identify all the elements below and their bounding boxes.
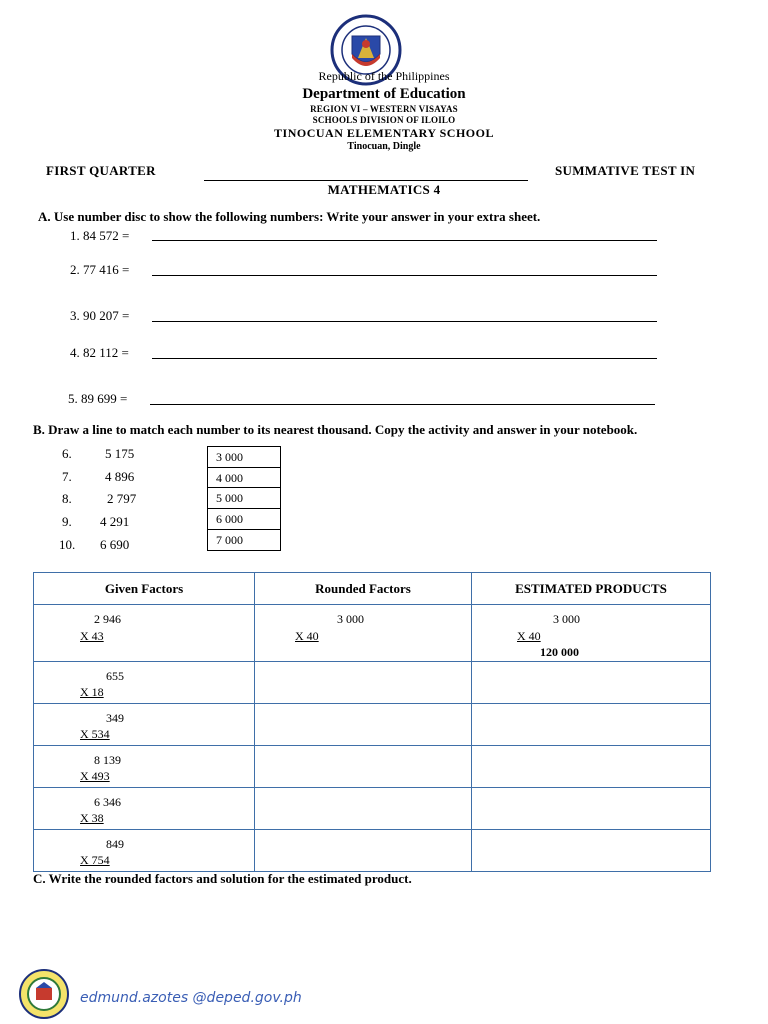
match-number-8: 8. [62, 491, 72, 506]
match-value-9: 4 291 [100, 514, 130, 529]
table-row [34, 830, 711, 872]
example-rounded-top: 3 000 [337, 612, 364, 626]
section-c-instruction: C. Write the rounded factors and solution for the estimated product. [33, 871, 412, 886]
table-row [34, 662, 711, 704]
match-number-6: 6. [62, 446, 72, 461]
row-2-top: 349 [106, 711, 124, 725]
choice-6000: 6 000 [208, 509, 280, 530]
row-5-top: 849 [106, 837, 124, 851]
match-number-9: 9. [62, 514, 72, 529]
republic-heading: Republic of the Philippines [318, 69, 450, 83]
table-row-example [34, 605, 711, 662]
choice-7000: 7 000 [216, 532, 243, 547]
choice-4000: 4 000 [208, 468, 280, 489]
row-3-bottom: X 493 [80, 769, 110, 783]
row-3-top: 8 139 [94, 753, 121, 767]
school-heading: TINOCUAN ELEMENTARY SCHOOL [274, 126, 494, 140]
row-2-bottom: X 534 [80, 727, 110, 741]
region-heading: REGION VI – WESTERN VISAYAS [310, 104, 458, 114]
factors-table [33, 572, 711, 872]
header-rounded-factors: Rounded Factors [255, 573, 472, 605]
example-given-bottom: X 43 [80, 629, 104, 643]
department-heading: Department of Education [302, 86, 466, 102]
item-4-answer-line [152, 358, 657, 359]
example-estimated-bottom: X 40 [517, 629, 541, 643]
table-row [34, 704, 711, 746]
item-3-answer-line [152, 321, 657, 322]
header-given-factors: Given Factors [34, 573, 255, 605]
example-estimated-top: 3 000 [553, 612, 580, 626]
row-4-bottom: X 38 [80, 811, 104, 825]
row-4-rounded-cell[interactable] [255, 788, 472, 830]
row-5-estimated-cell[interactable] [472, 830, 711, 872]
footer-email[interactable]: edmund.azotes @deped.gov.ph [80, 990, 302, 1006]
table-row [34, 788, 711, 830]
row-3-estimated-cell[interactable] [472, 746, 711, 788]
row-2-estimated-cell[interactable] [472, 704, 711, 746]
title-underline [204, 180, 528, 181]
match-value-10: 6 690 [100, 537, 130, 552]
choice-3000: 3 000 [208, 447, 280, 468]
row-2-rounded-cell[interactable] [255, 704, 472, 746]
item-2-label: 2. 77 416 = [70, 262, 130, 277]
item-3-label: 3. 90 207 = [70, 308, 130, 323]
row-5-bottom: X 754 [80, 853, 110, 867]
school-logo [12, 968, 76, 1020]
subject-title: MATHEMATICS 4 [327, 182, 441, 197]
section-a-instruction: A. Use number disc to show the following numbers: Write your answer in your extra sheet. [38, 209, 541, 224]
location-heading: Tinocuan, Dingle [347, 141, 421, 152]
quarter-label: FIRST QUARTER [46, 163, 156, 178]
match-value-7: 4 896 [105, 469, 135, 484]
example-rounded-bottom: X 40 [295, 629, 319, 643]
match-value-8: 2 797 [107, 491, 137, 506]
item-2-answer-line [152, 275, 657, 276]
row-5-rounded-cell[interactable] [255, 830, 472, 872]
section-b-instruction: B. Draw a line to match each number to its nearest thousand. Copy the activity and answer in your notebook. [33, 422, 638, 437]
header-estimated-products: ESTIMATED PRODUCTS [472, 573, 711, 605]
row-4-estimated-cell[interactable] [472, 788, 711, 830]
match-value-6: 5 175 [105, 446, 135, 461]
row-1-estimated-cell[interactable] [472, 662, 711, 704]
match-number-10: 10. [59, 537, 76, 552]
row-1-rounded-cell[interactable] [255, 662, 472, 704]
item-1-answer-line [152, 240, 657, 241]
row-4-top: 6 346 [94, 795, 121, 809]
row-1-bottom: X 18 [80, 685, 104, 699]
item-1-label: 1. 84 572 = [70, 228, 130, 243]
table-row [34, 746, 711, 788]
item-5-label: 5. 89 699 = [68, 391, 128, 406]
row-1-top: 655 [106, 669, 124, 683]
item-4-label: 4. 82 112 = [70, 345, 129, 360]
summative-label: SUMMATIVE TEST IN [555, 163, 696, 178]
choice-5000: 5 000 [208, 488, 280, 509]
division-heading: SCHOOLS DIVISION OF ILOILO [312, 115, 456, 125]
match-number-7: 7. [62, 469, 72, 484]
item-5-answer-line [150, 404, 655, 405]
thousands-choice-box [207, 446, 281, 551]
example-given-top: 2 946 [94, 612, 121, 626]
example-estimated-result: 120 000 [540, 645, 579, 659]
row-3-rounded-cell[interactable] [255, 746, 472, 788]
